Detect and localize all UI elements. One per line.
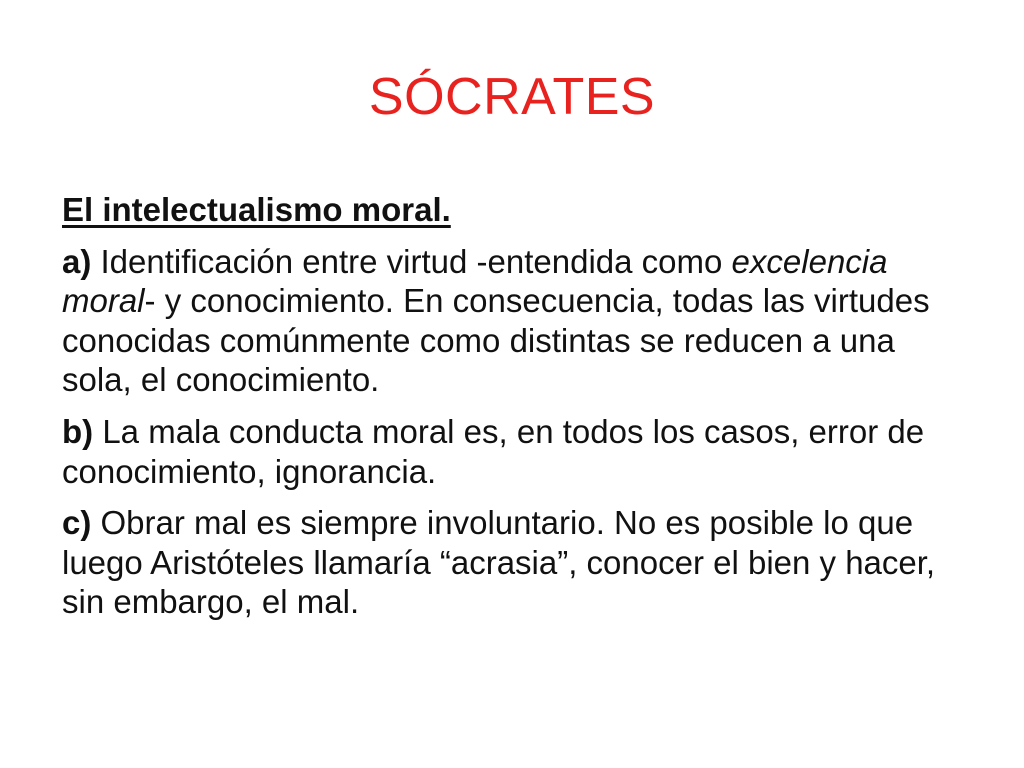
point-a-emphasis: excelencia moral <box>62 242 888 320</box>
slide-body <box>62 190 962 634</box>
point-a-marker: a) <box>62 242 92 280</box>
point-b <box>62 412 962 491</box>
point-a-text-before: Identificación entre virtud -entendida como <box>91 242 732 280</box>
point-c-text: Obrar mal es siempre involuntario. No es posible lo que luego Aristóteles llamaría “acrasia”, conocer el bien y hacer, sin embargo, el mal. <box>62 504 936 621</box>
point-a <box>62 242 962 400</box>
section-heading-text: El intelectualismo moral. <box>62 191 451 228</box>
point-c-marker: c) <box>62 504 92 542</box>
point-a-text-after: - y conocimiento. En consecuencia, todas las virtudes conocidas comúnmente como distintas se reducen a una sola, el conocimiento. <box>62 282 930 399</box>
point-b-text: La mala conducta moral es, en todos los casos, error de conocimiento, ignorancia. <box>62 412 925 490</box>
slide-title: SÓCRATES <box>368 68 656 126</box>
point-c <box>62 503 962 622</box>
section-heading <box>62 190 962 230</box>
point-b-marker: b) <box>62 412 94 450</box>
